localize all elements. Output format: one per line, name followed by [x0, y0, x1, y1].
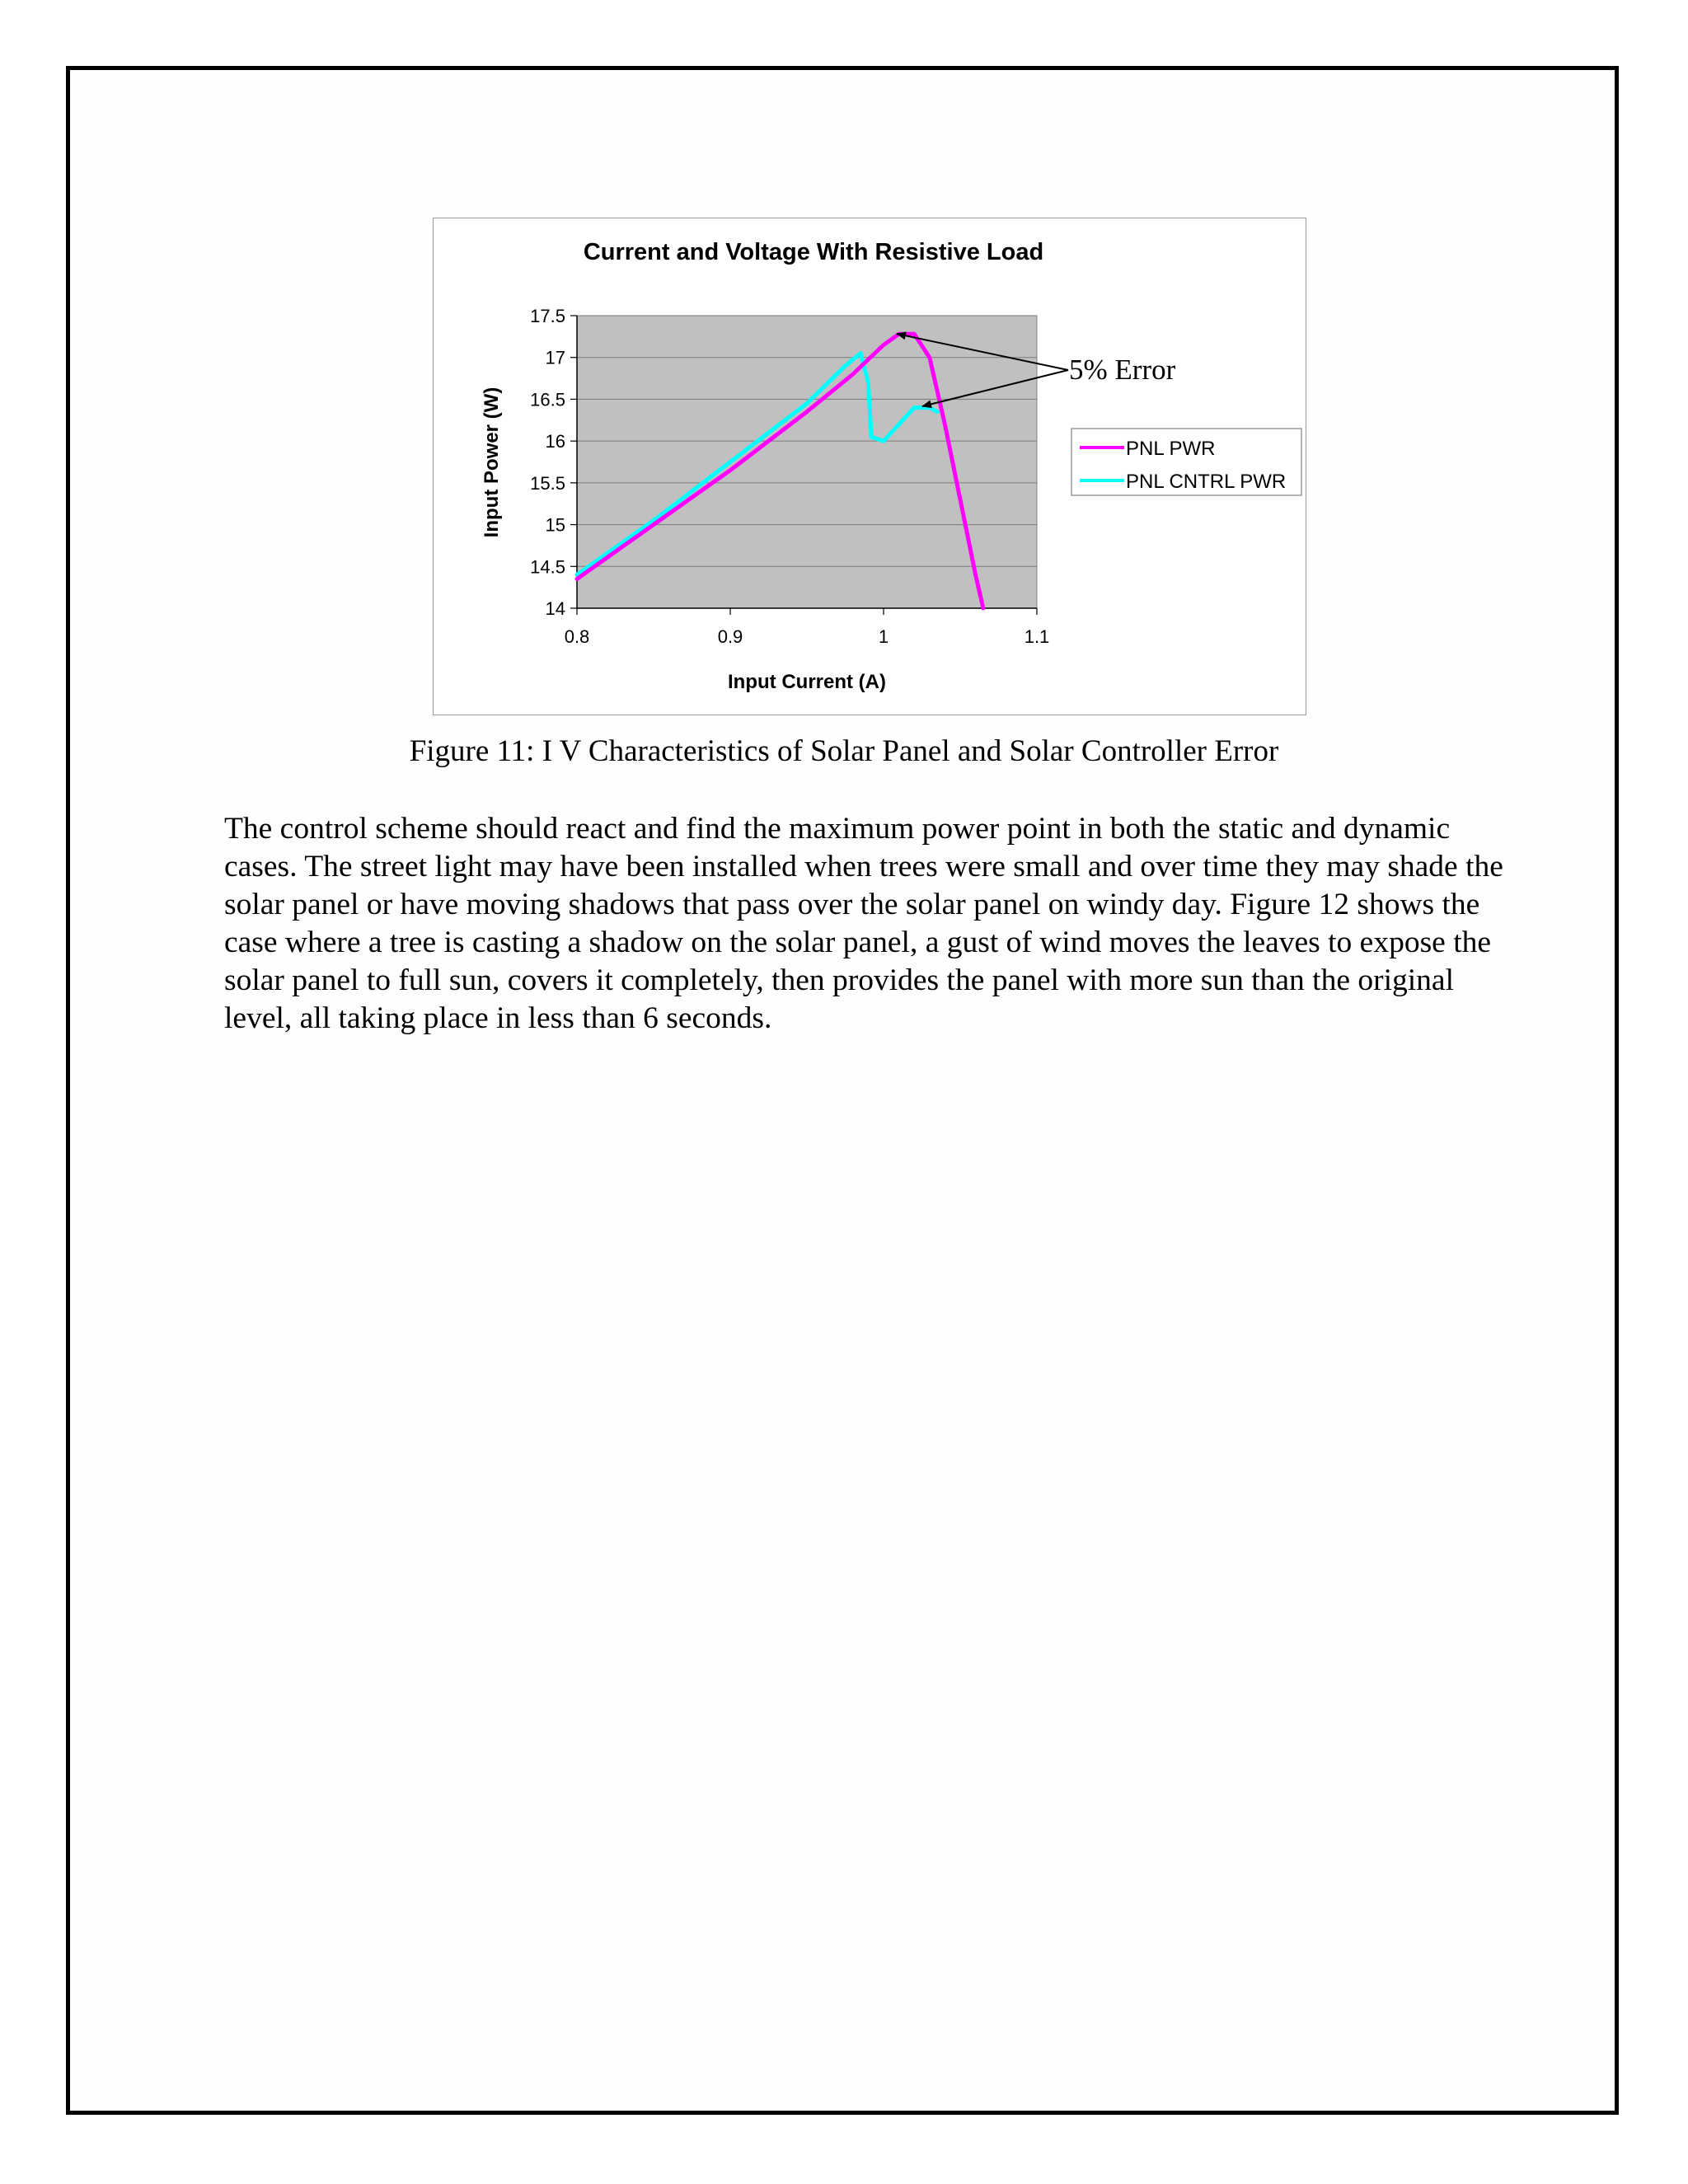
x-tick-label: 1.1 — [1024, 626, 1050, 647]
paragraph-line: level, all taking place in less than 6 seconds. — [224, 1001, 772, 1035]
y-tick-label: 15 — [545, 514, 565, 536]
paragraph-line: solar panel to full sun, covers it completely, then provides the panel with more sun than the original — [224, 963, 1454, 997]
y-tick-label: 15.5 — [530, 472, 565, 494]
y-tick-label: 16.5 — [530, 389, 565, 410]
y-tick-label: 17 — [545, 347, 565, 368]
x-tick-label: 0.9 — [717, 626, 743, 647]
x-tick-label: 1 — [878, 626, 889, 647]
figure-caption: Figure 11: I V Characteristics of Solar Panel and Solar Controller Error — [409, 734, 1279, 768]
chart-svg — [434, 218, 1307, 716]
legend-label-pnl-pwr: PNL PWR — [1126, 438, 1216, 460]
body-paragraph — [224, 810, 1617, 1038]
plot-area — [577, 316, 1037, 608]
chart-title: Current and Voltage With Resistive Load — [583, 239, 1044, 265]
x-tick-label: 0.8 — [564, 626, 590, 647]
y-tick-label: 17.5 — [530, 306, 565, 326]
paragraph-line: The control scheme should react and find the maximum power point in both the static and dynamic — [224, 812, 1451, 846]
paragraph-line: case where a tree is casting a shadow on the solar panel, a gust of wind moves the leaves to expose the — [224, 926, 1492, 959]
x-axis-label: Input Current (A) — [728, 671, 886, 693]
paragraph-line: cases. The street light may have been installed when trees were small and over time they may shade the — [224, 850, 1503, 883]
paragraph-line: solar panel or have moving shadows that pass over the solar panel on windy day. Figure 12 shows the — [224, 888, 1480, 921]
y-axis-label: Input Power (W) — [481, 387, 503, 538]
annotation-5-percent-error: 5% Error — [1069, 354, 1176, 386]
y-tick-label: 14 — [545, 598, 565, 619]
legend-label-pnl-cntrl-pwr: PNL CNTRL PWR — [1126, 471, 1287, 493]
y-tick-label: 16 — [545, 431, 565, 452]
chart-figure — [433, 218, 1306, 715]
legend — [1071, 429, 1301, 495]
y-tick-label: 14.5 — [530, 556, 565, 578]
